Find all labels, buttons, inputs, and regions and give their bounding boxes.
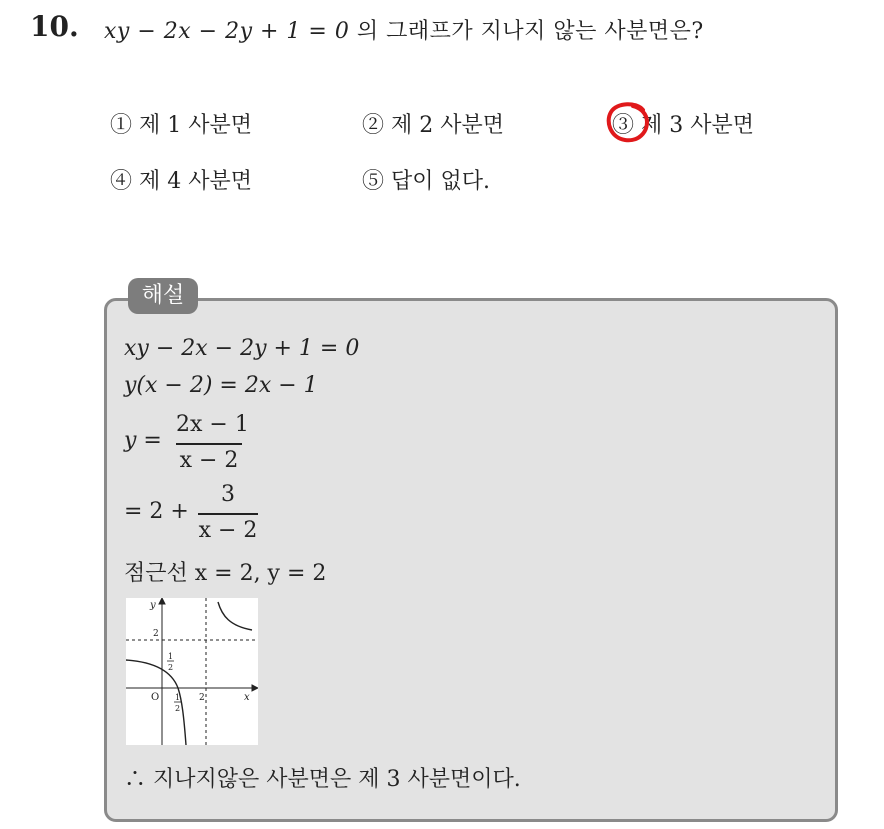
y-tick-2: 2 — [153, 629, 159, 639]
answer-circle-icon — [603, 100, 651, 144]
question-equation: xy − 2x − 2y + 1 = 0 — [104, 19, 350, 44]
solution-step-1 — [124, 336, 359, 361]
question-number: 10. — [30, 10, 79, 43]
step-4-denominator: x − 2 — [198, 518, 258, 543]
step-3-lhs: y = — [124, 428, 162, 453]
solution-step-4 — [124, 482, 264, 546]
question-prompt: 의 그래프가 지나지 않는 사분면은? — [349, 19, 704, 44]
choice-1[interactable]: ① 제 1 사분면 — [110, 113, 252, 138]
step-4-lhs: = 2 + — [124, 499, 189, 524]
solution-step-2 — [124, 373, 318, 398]
choice-4[interactable]: ④ 제 4 사분면 — [110, 169, 252, 194]
x-tick-half-num: 1 — [175, 693, 181, 702]
step-2-text: y(x − 2) = 2x − 1 — [124, 373, 318, 398]
explanation-tag: 해설 — [128, 278, 198, 314]
step-3-fraction-bar — [176, 443, 242, 445]
x-tick-half-den: 2 — [175, 704, 181, 713]
choice-3[interactable]: ③ 제 3 사분면 — [612, 113, 754, 138]
solution-step-3 — [124, 412, 264, 476]
asymptote-line: 점근선 x = 2, y = 2 — [124, 561, 327, 586]
x-axis-arrow — [252, 685, 258, 691]
x-tick-2: 2 — [199, 693, 205, 703]
hyperbola-graph — [126, 598, 258, 745]
y-axis-arrow — [159, 598, 165, 604]
step-4-fraction-bar — [198, 513, 258, 515]
step-3-numerator: 2x − 1 — [176, 412, 249, 437]
step-1-text: xy − 2x − 2y + 1 = 0 — [124, 336, 360, 361]
y-axis-label: y — [150, 600, 156, 611]
right-branch — [218, 602, 252, 630]
choice-5[interactable]: ⑤ 답이 없다. — [362, 169, 490, 194]
step-3-denominator: x − 2 — [179, 448, 239, 473]
choice-2[interactable]: ② 제 2 사분면 — [362, 113, 504, 138]
y-tick-half-num: 1 — [168, 652, 174, 661]
step-4-numerator: 3 — [221, 482, 235, 507]
y-tick-half-den: 2 — [168, 663, 174, 672]
question-text — [104, 14, 704, 45]
conclusion-line: ∴ 지나지않은 사분면은 제 3 사분면이다. — [124, 767, 521, 792]
origin-label: O — [151, 692, 160, 703]
x-axis-label: x — [244, 692, 250, 703]
